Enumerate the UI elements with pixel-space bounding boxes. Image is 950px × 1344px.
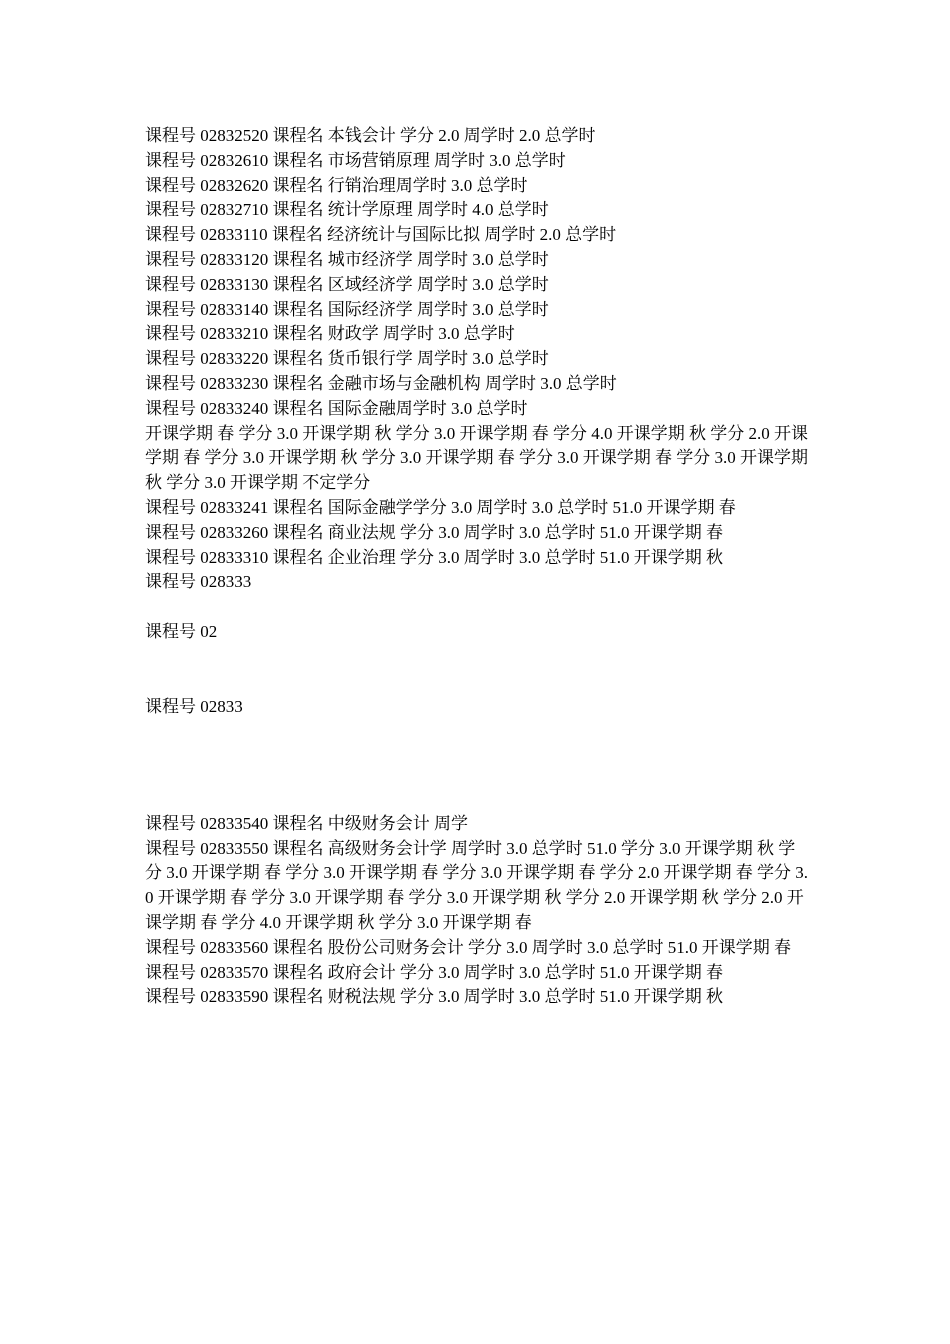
course-line: 课程号 02833260 课程名 商业法规 学分 3.0 周学时 3.0 总学时 51.0 开课学期 春 <box>145 522 723 542</box>
course-line: 课程号 02832520 课程名 本钱会计 学分 2.0 周学时 2.0 总学时 <box>145 126 596 145</box>
semester-credits-paragraph: 开课学期 春 学分 3.0 开课学期 秋 学分 3.0 开课学期 春 学分 4.0 开课学期 秋 学分 2.0 开课学期 春 学分 3.0 开课学期 秋 学分 3.0 开课学期 春 学分 3.0 开课学期 春 学分 3.0 开课学期 秋 学分 3.0 开课学期 不定学分 <box>145 423 808 493</box>
course-line: 课程号 028333 <box>145 572 252 592</box>
course-line: 课程号 02833120 课程名 城市经济学 周学时 3.0 总学时 <box>145 249 549 269</box>
spacer <box>145 645 810 695</box>
course-line: 课程号 02833220 课程名 货币银行学 周学时 3.0 总学时 <box>145 349 549 369</box>
course-line: 课程号 02833110 课程名 经济统计与国际比拟 周学时 2.0 总学时 <box>145 225 617 245</box>
course-line: 课程号 02832710 课程名 统计学原理 周学时 4.0 总学时 <box>145 200 549 220</box>
course-line: 课程号 02833140 课程名 国际经济学 周学时 3.0 总学时 <box>145 299 549 319</box>
course-line: 课程号 02833240 课程名 国际金融周学时 3.0 总学时 <box>145 398 528 418</box>
course-line: 课程号 02833590 课程名 财税法规 学分 3.0 周学时 3.0 总学时 51.0 开课学期 秋 <box>145 987 723 1007</box>
course-line: 课程号 02833 <box>145 696 243 716</box>
course-line: 课程号 02833560 课程名 股份公司财务会计 学分 3.0 周学时 3.0 总学时 51.0 开课学期 春 <box>145 937 791 957</box>
course-line: 课程号 02832610 课程名 市场营销原理 周学时 3.0 总学时 <box>145 150 566 170</box>
course-line: 课程号 02833310 课程名 企业治理 学分 3.0 周学时 3.0 总学时 51.0 开课学期 秋 <box>145 547 723 567</box>
course-line: 课程号 02833210 课程名 财政学 周学时 3.0 总学时 <box>145 324 515 344</box>
document-body <box>145 124 810 1010</box>
course-line: 课程号 02832620 课程名 行销治理周学时 3.0 总学时 <box>145 175 528 195</box>
course-line: 课程号 02833130 课程名 区域经济学 周学时 3.0 总学时 <box>145 274 549 294</box>
semester-credits-paragraph: 课程号 02833550 课程名 高级财务会计学 周学时 3.0 总学时 51.0 学分 3.0 开课学期 秋 学分 3.0 开课学期 春 学分 3.0 开课学期 春 学分 3.0 开课学期 春 学分 2.0 开课学期 春 学分 3.0 开课学期 春 学分 3.0 开课学期 春 学分 3.0 开课学期 秋 学分 2.0 开课学期 秋 学分 2.0 开课学期 春 学分 4.0 开课学期 秋 学分 3.0 开课学期 春 <box>145 838 808 932</box>
course-line: 课程号 02 <box>145 622 218 642</box>
spacer <box>145 720 810 812</box>
course-line: 课程号 02833540 课程名 中级财务会计 周学 <box>145 813 468 833</box>
course-line: 课程号 02833230 课程名 金融市场与金融机构 周学时 3.0 总学时 <box>145 373 617 393</box>
spacer <box>145 595 810 620</box>
course-line: 课程号 02833570 课程名 政府会计 学分 3.0 周学时 3.0 总学时 51.0 开课学期 春 <box>145 962 723 982</box>
course-line: 课程号 02833241 课程名 国际金融学学分 3.0 周学时 3.0 总学时 51.0 开课学期 春 <box>145 497 736 517</box>
